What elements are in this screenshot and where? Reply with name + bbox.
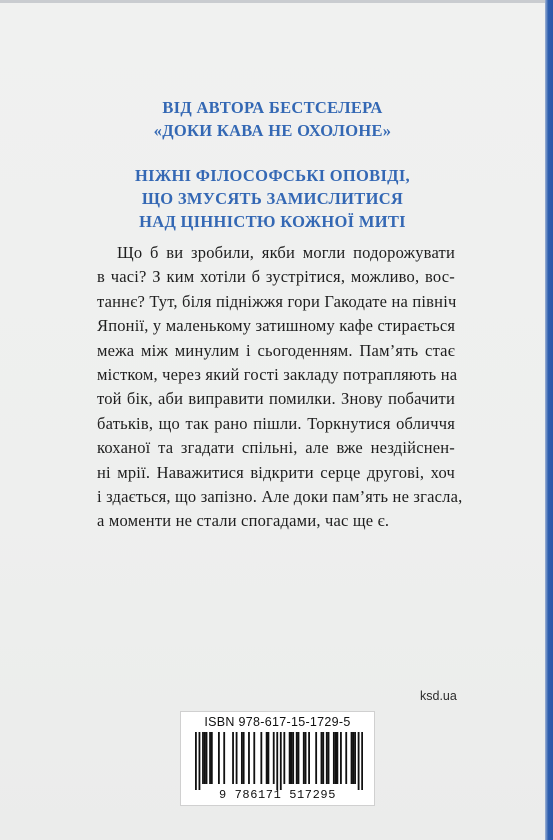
header-line: ВІД АВТОРА БЕСТСЕЛЕРА (162, 98, 383, 117)
blurb-line: Що б ви зробили, якби могли подорожувати (117, 243, 455, 262)
publisher-website: ksd.ua (420, 689, 457, 703)
isbn-label: ISBN 978-617-15-1729-5 (204, 715, 351, 729)
isbn-barcode (180, 711, 375, 806)
barcode-digits: 9 786171 517295 (218, 788, 337, 802)
barcode-bar (303, 732, 305, 784)
barcode-bar (326, 732, 328, 784)
barcode-bar (352, 732, 354, 784)
barcode-bar (351, 732, 353, 784)
blurb-line: межа між минулим і сьогоденням. Пам’ять стає (97, 340, 455, 360)
barcode-bar (253, 732, 255, 784)
barcode-bar (333, 732, 335, 784)
barcode-bar (315, 732, 317, 784)
barcode-bar (298, 732, 300, 784)
spine-edge (545, 0, 553, 840)
barcode-bar (283, 732, 285, 784)
barcode-bar (305, 732, 307, 784)
barcode-bar (195, 732, 197, 790)
blurb-line: таннє? Тут, біля підніжжя гори Гакодате на північ (97, 291, 457, 311)
tagline-line: ЩО ЗМУСЯТЬ ЗАМИСЛИТИСЯ (141, 189, 404, 208)
barcode-bar (248, 732, 250, 784)
header-line: «ДОКИ КАВА НЕ ОХОЛОНЕ» (153, 121, 392, 140)
barcode-bar (361, 732, 363, 790)
blurb-line: той бік, аби виправити помилки. Знову побачити (97, 389, 455, 409)
barcode-bar (241, 732, 243, 784)
barcode-bar (292, 732, 294, 784)
blurb-paragraph (97, 241, 463, 534)
barcode-bar (290, 732, 292, 784)
barcode-bar (358, 732, 360, 790)
barcode-bar (236, 732, 238, 784)
barcode-bar (335, 732, 337, 784)
barcode-bar (289, 732, 291, 784)
blurb-line: коханої та згадати спільні, але вже нездійснен- (97, 438, 455, 458)
barcode-bar (340, 732, 342, 784)
barcode-bar (276, 732, 278, 790)
barcode-bar (204, 732, 206, 784)
barcode-bar (336, 732, 338, 784)
author-bestseller-header (0, 96, 545, 142)
barcode-bar (243, 732, 245, 784)
barcode-bar (206, 732, 208, 784)
blurb-line: ні мрії. Наважитися відкрити серце другові, хоч (97, 462, 455, 482)
barcode-bar (266, 732, 268, 784)
tagline (0, 164, 545, 233)
barcode-bar (268, 732, 270, 784)
blurb-line: в часі? З ким хотіли б зустрітися, можливо, вос- (97, 267, 455, 287)
barcode-bar (328, 732, 330, 784)
cover-top-edge (0, 0, 553, 3)
barcode-bar (202, 732, 204, 784)
barcode-bar (296, 732, 298, 784)
blurb-line: містком, через який гості закладу потрапляють на (97, 365, 458, 385)
barcode-bar (209, 732, 211, 784)
barcode-bar (321, 732, 323, 784)
barcode-bar (260, 732, 262, 784)
tagline-line: НАД ЦІННІСТЮ КОЖНОЇ МИТІ (139, 212, 406, 231)
barcode-bar (354, 732, 356, 784)
barcode-bar (273, 732, 275, 784)
barcode-bar (345, 732, 347, 784)
tagline-line: НІЖНІ ФІЛОСОФСЬКІ ОПОВІДІ, (135, 166, 410, 185)
barcode-bar (223, 732, 225, 784)
barcode-bar (232, 732, 234, 784)
barcode-bar (322, 732, 324, 784)
barcode-bar (308, 732, 310, 784)
blurb-line: Японії, у маленькому затишному кафе стирається (97, 316, 456, 336)
blurb-line: і здається, що запізно. Але доки пам’ять не згасла, (97, 487, 463, 507)
blurb-line: батьків, що так рано пішли. Торкнутися обличчя (97, 413, 455, 433)
blurb-line: а моменти не стали спогадами, час ще є. (97, 511, 390, 531)
barcode-bar (199, 732, 201, 790)
barcode-bar (280, 732, 282, 790)
barcode-bar (218, 732, 220, 784)
barcode-bar (211, 732, 213, 784)
barcode-bars (195, 732, 363, 790)
